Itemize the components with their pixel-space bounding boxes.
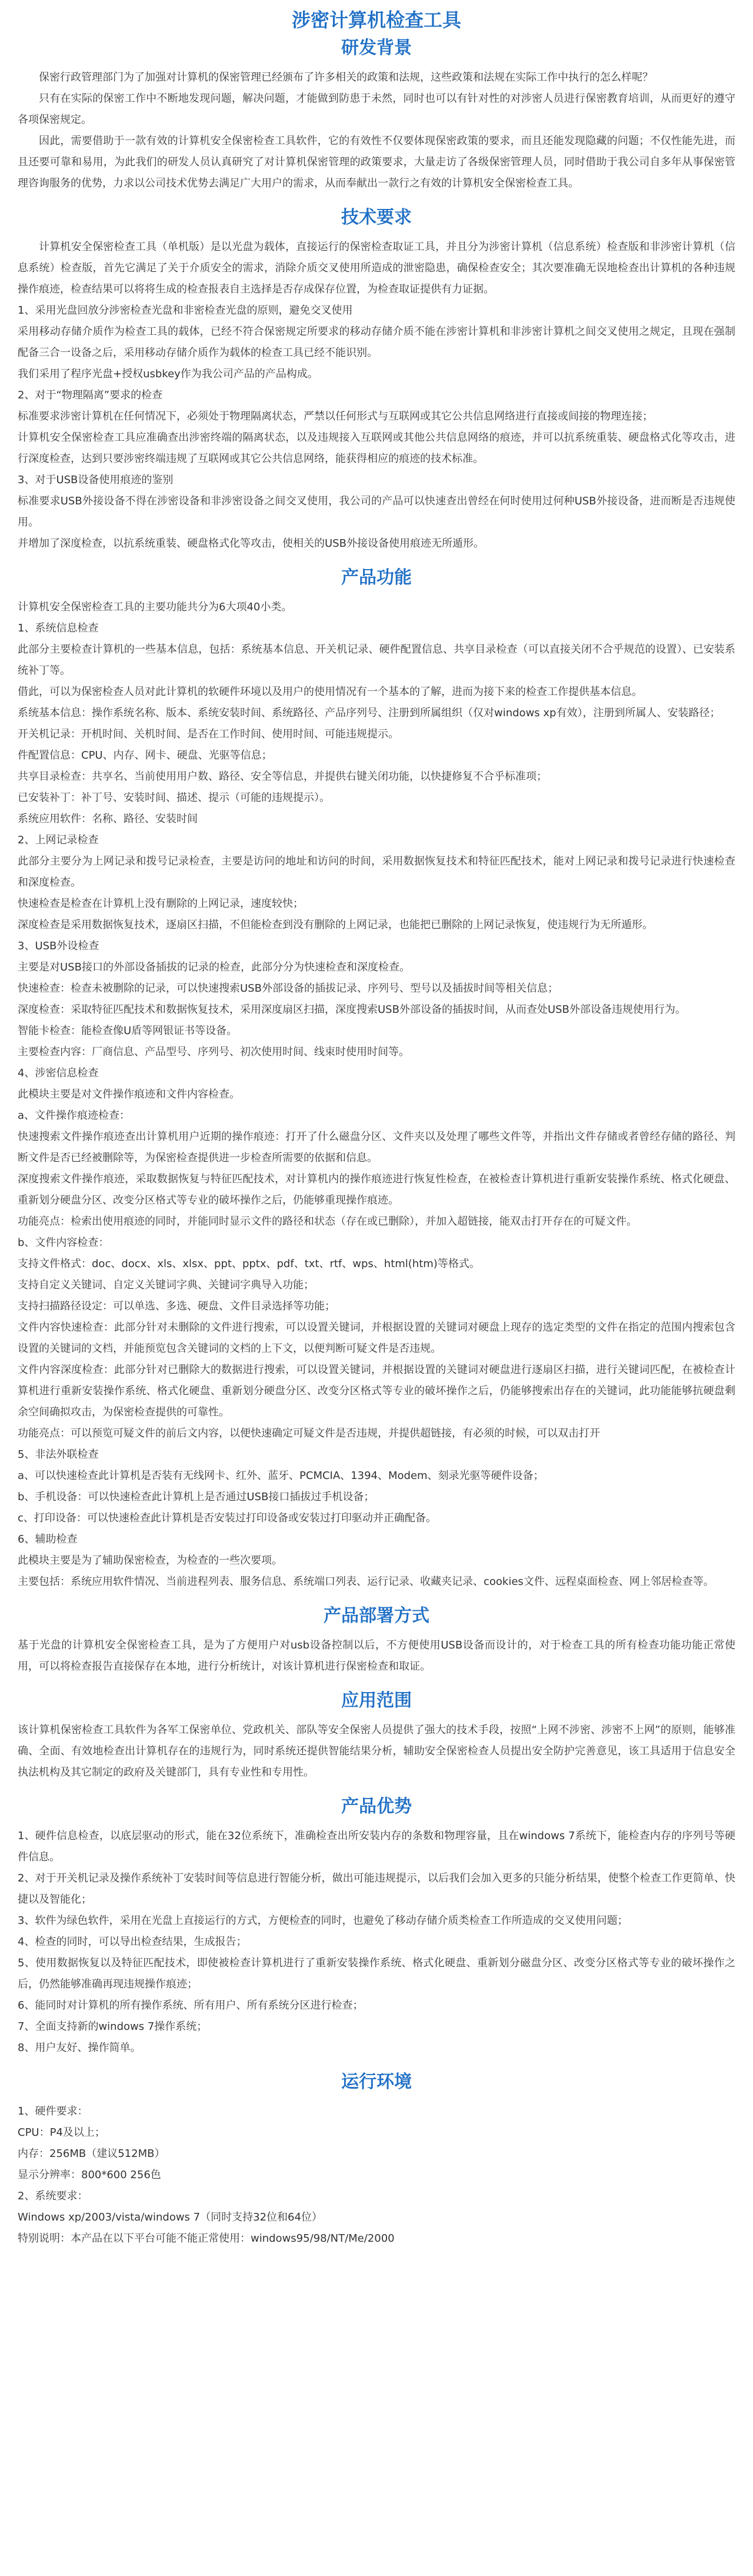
paragraph: 标准要求USB外接设备不得在涉密设备和非涉密设备之间交叉使用，我公司的产品可以快速查出曾经在何时使用过何种USB外接设备，进而断是否违规使用。: [18, 495, 735, 529]
paragraph: 内存：256MB（建议512MB）: [18, 2148, 165, 2160]
paragraph: 3、软件为绿色软件，采用在光盘上直接运行的方式，方便检查的同时，也避免了移动存储介质类检查工作所造成的交叉使用问题；: [18, 1914, 628, 1927]
section-title-deploy: 产品部署方式: [324, 1606, 429, 1626]
paragraph: 我们采用了程序光盘+授权usbkey作为我公司产品的产品构成。: [18, 368, 318, 380]
paragraph: 主要检查内容：厂商信息、产品型号、序列号、初次使用时间、线束时使用时间等。: [18, 1046, 409, 1058]
paragraph: 4、检查的同时，可以导出检查结果，生成报告；: [18, 1936, 247, 1948]
section-scope: [18, 1720, 735, 1783]
paragraph: b、手机设备：可以快速检查此计算机上是否通过USB接口插拔过手机设备；: [18, 1491, 375, 1503]
paragraph: 功能亮点：检索出使用痕迹的同时，并能同时显示文件的路径和状态（存在或已删除），并加入超链接，能双击打开存在的可疑文件。: [18, 1215, 637, 1228]
paragraph: 3、对于USB设备使用痕迹的鉴别: [18, 474, 174, 486]
paragraph: 采用移动存储介质作为检查工具的载体，已经不符合保密规定所要求的移动存储介质不能在涉密计算机和非涉密计算机之间交叉使用之规定，且现在强制配备三合一设备之后，采用移动存储介质作为载体的检查工具已经不能识别。: [18, 325, 735, 359]
paragraph: 标准要求涉密计算机在任何情况下，必须处于物理隔离状态，严禁以任何形式与互联网或其它公共信息网络进行直接或间接的物理连接；: [18, 410, 653, 423]
paragraph: 件配置信息：CPU、内存、网卡、硬盘、光驱等信息；: [18, 749, 272, 762]
section-title-env: 运行环境: [341, 2072, 412, 2092]
paragraph: 该计算机保密检查工具软件为各军工保密单位、党政机关、部队等安全保密人员提供了强大的技术手段，按照“上网不涉密、涉密不上网”的原则，能够准确、全面、有效地检查出计算机存在的违规行为，同时系统还提供智能结果分析，辅助安全保密检查人员提出安全防护完善意见，该工具适用于信息安全执法机构及其它制定的政府及关键部门，具有专业性和专用性。: [18, 1724, 735, 1779]
paragraph: 此模块主要是为了辅助保密检查，为检查的一些次要项。: [18, 1554, 282, 1567]
paragraph: 并增加了深度检查，以抗系统重装、硬盘格式化等攻击，使相关的USB外接设备使用痕迹无所遁形。: [18, 537, 484, 550]
paragraph: 1、系统信息检查: [18, 622, 99, 634]
paragraph: 开关机记录：开机时间、关机时间、是否在工作时间、使用时间、可能违规提示。: [18, 728, 399, 740]
paragraph: 2、对于“物理隔离”要求的检查: [18, 389, 163, 401]
paragraph: 5、使用数据恢复以及特征匹配技术，即使被检查计算机进行了重新安装操作系统、格式化硬盘、重新划分磁盘分区、改变分区格式等专业的破坏操作之后，仍然能够准确再现违规操作痕迹；: [18, 1957, 735, 1990]
paragraph: 此部分主要分为上网记录和拨号记录检查，主要是访问的地址和访问的时间，采用数据恢复技术和特征匹配技术，能对上网记录和拨号记录进行快速检查和深度检查。: [18, 855, 735, 889]
paragraph: 2、对于开关机记录及操作系统补丁安装时间等信息进行智能分析，做出可能违规提示，以后我们会加入更多的只能分析结果，使整个检查工作更简单、快捷以及智能化；: [18, 1872, 735, 1906]
paragraph: 快速搜索文件操作痕迹查出计算机用户近期的操作痕迹：打开了什么磁盘分区、文件夹以及处理了哪些文件等，并指出文件存储或者曾经存储的路径、判断文件是否已经被删除等，为保密检查提供进一步检查所需要的依据和信息。: [18, 1131, 735, 1164]
section-background: [18, 67, 735, 194]
page-title: 涉密计算机检查工具: [291, 9, 461, 31]
paragraph: 3、USB外设检查: [18, 940, 99, 952]
paragraph: 文件内容快速检查：此部分针对未删除的文件进行搜索，可以设置关键词，并根据设置的关键词对硬盘上现存的选定类型的文件在指定的范围内搜索包含设置的关键词的文档，并能预览包含关键词的文档的上下文，以便判断可疑文件是否违规。: [18, 1321, 735, 1355]
paragraph: 基于光盘的计算机安全保密检查工具，是为了方便用户对usb设备控制以后，不方便使用USB设备而设计的，对于检查工具的所有检查功能功能正常使用，可以将检查报告直接保存在本地，进行分析统计，对该计算机进行保密检查和取证。: [18, 1639, 735, 1673]
document-body: [18, 35, 735, 2249]
paragraph: 此模块主要是对文件操作痕迹和文件内容检查。: [18, 1088, 240, 1101]
section-title-background: 研发背景: [341, 38, 412, 58]
paragraph: 1、硬件要求：: [18, 2105, 88, 2118]
paragraph: 2、系统要求：: [18, 2190, 88, 2202]
paragraph: 5、非法外联检查: [18, 1448, 99, 1461]
section-env: [18, 2101, 735, 2249]
section-title-features: 产品功能: [341, 567, 412, 588]
paragraph: 支持自定义关键词、自定义关键词字典、关键词字典导入功能；: [18, 1279, 314, 1291]
paragraph: Windows xp/2003/vista/windows 7（同时支持32位和64位）: [18, 2211, 322, 2223]
section-title-advantages: 产品优势: [341, 1796, 412, 1817]
paragraph: b、文件内容检查：: [18, 1237, 109, 1249]
paragraph: c、打印设备：可以快速检查此计算机是否安装过打印设备或安装过打印驱动并正确配备。: [18, 1512, 437, 1524]
paragraph: 文件内容深度检查：此部分针对已删除大的数据进行搜索，可以设置关键词，并根据设置的关键词对硬盘进行逐扇区扫描，进行关键词匹配，在被检查计算机进行重新安装操作系统、格式化硬盘、重新划分硬盘分区、改变分区格式等专业的破坏操作之后，仍能够搜索出存在的关键词，此功能能够抗硬盘剩余空间确拟攻击，为保密检查提供的可靠性。: [18, 1364, 735, 1418]
section-deploy: [18, 1635, 735, 1677]
paragraph: 因此，需要借助于一款有效的计算机安全保密检查工具软件，它的有效性不仅要体现保密政策的要求，而且还能发现隐藏的问题；不仅性能先进，而且还要可靠和易用，为此我们的研发人员认真研究了对计算机保密管理的政策要求，大量走访了各级保密管理人员，同时借助于我公司自多年从事保密管理咨询服务的优势，力求以公司技术优势去满足广大用户的需求，从而奉献出一款行之有效的计算机安全保密检查工具。: [18, 135, 735, 190]
paragraph: 只有在实际的保密工作中不断地发现问题，解决问题，才能做到防患于未然，同时也可以有针对性的对涉密人员进行保密教育培训，从而更好的遵守各项保密规定。: [18, 92, 735, 126]
paragraph: 系统基本信息：操作系统名称、版本、系统安装时间、系统路径、产品序列号、注册到所属组织（仅对windows xp有效），注册到所属人、安装路径；: [18, 707, 721, 719]
paragraph: 智能卡检查：能检查像U盾等网银证书等设备。: [18, 1025, 238, 1037]
paragraph: 计算机安全保密检查工具应准确查出涉密终端的隔离状态，以及违规接入互联网或其他公共信息网络的痕迹，并可以抗系统重装、硬盘格式化等攻击，进行深度检查，达到只要涉密终端违规了互联网或其它公共信息网络，能获得相应的痕迹的技术标准。: [18, 431, 735, 465]
paragraph: 计算机安全保密检查工具（单机版）是以光盘为载体，直接运行的保密检查取证工具，并且分为涉密计算机（信息系统）检查版和非涉密计算机（信息系统）检查版，首先它满足了关于介质安全的需求，消除介质交叉使用所造成的泄密隐患，确保检查安全；其次要准确无误地检查出计算机的各种违规操作痕迹，检查结果可以将将生成的检查报表自主选择是否存成保存位置，为检查取证提供有力证据。: [18, 241, 735, 295]
document-page: [0, 7, 753, 2249]
paragraph: 1、采用光盘回放分涉密检查光盘和非密检查光盘的原则，避免交叉使用: [18, 304, 353, 317]
paragraph: 1、硬件信息检查，以底层驱动的形式，能在32位系统下，准确检查出所安装内存的条数和物理容量，且在windows 7系统下，能检查内存的序列号等硬件信息。: [18, 1830, 735, 1863]
paragraph: 功能亮点：可以预览可疑文件的前后文内容，以便快速确定可疑文件是否违规，并提供超链接，有必须的时候，可以双击打开: [18, 1427, 600, 1440]
paragraph: 2、上网记录检查: [18, 834, 99, 846]
paragraph: 4、涉密信息检查: [18, 1067, 99, 1079]
paragraph: 深度检查是采用数据恢复技术，逐扇区扫描，不但能检查到没有删除的上网记录，也能把已删除的上网记录恢复，使违规行为无所遁形。: [18, 919, 653, 931]
paragraph: 支持文件格式：doc、docx、xls、xlsx、ppt、pptx、pdf、txt、rtf、wps、html(htm)等格式。: [18, 1258, 480, 1270]
paragraph: 8、用户友好、操作简单。: [18, 2042, 141, 2054]
paragraph: 已安装补丁：补丁号、安装时间、描述、提示（可能的违规提示）。: [18, 792, 330, 804]
paragraph: 快速检查：检查未被删除的记录，可以快速搜索USB外部设备的插拔记录、序列号、型号以及插拔时间等相关信息；: [18, 982, 558, 995]
section-advantages: [18, 1826, 735, 2059]
section-features: [18, 597, 735, 1593]
paragraph: 系统应用软件：名称、路径、安装时间: [18, 813, 198, 825]
paragraph: a、可以快速检查此计算机是否装有无线网卡、红外、蓝牙、PCMCIA、1394、Modem、刻录光驱等硬件设备；: [18, 1470, 544, 1482]
paragraph: 深度检查：采取特征匹配技术和数据恢复技术，采用深度扇区扫描，深度搜索USB外部设备的插拔时间，从而查处USB外部设备违规使用行为。: [18, 1003, 686, 1016]
section-title-tech: 技术要求: [341, 207, 412, 228]
paragraph: 显示分辨率：800*600 256色: [18, 2169, 161, 2181]
paragraph: 共享目录检查：共享名、当前使用用户数、路径、安全等信息，并提供右键关闭功能，以快捷修复不合乎标准项；: [18, 770, 547, 783]
paragraph: CPU：P4及以上；: [18, 2126, 105, 2139]
paragraph: 主要包括：系统应用软件情况、当前进程列表、服务信息、系统端口列表、运行记录、收藏夹记录、cookies文件、远程桌面检查、网上邻居检查等。: [18, 1575, 714, 1588]
paragraph: 主要是对USB接口的外部设备插拔的记录的检查，此部分分为快速检查和深度检查。: [18, 961, 410, 973]
paragraph: a、文件操作痕迹检查：: [18, 1109, 131, 1122]
paragraph: 保密行政管理部门为了加强对计算机的保密管理已经颁布了许多相关的政策和法规，这些政策和法规在实际工作中执行的怎么样呢？: [39, 71, 653, 84]
paragraph: 计算机安全保密检查工具的主要功能共分为6大项40小类。: [18, 601, 292, 613]
paragraph: 特别说明：本产品在以下平台可能不能正常使用：windows95/98/NT/Me/2000: [18, 2232, 395, 2245]
paragraph: 快速检查是检查在计算机上没有删除的上网记录，速度较快；: [18, 898, 304, 910]
paragraph: 此部分主要检查计算机的一些基本信息，包括：系统基本信息、开关机记录、硬件配置信息、共享目录检查（可以直接关闭不合乎规范的设置）、已安装系统补丁等。: [18, 643, 735, 677]
paragraph: 6、能同时对计算机的所有操作系统、所有用户、所有系统分区进行检查；: [18, 1999, 364, 2012]
section-tech: [18, 237, 735, 554]
paragraph: 6、辅助检查: [18, 1533, 78, 1545]
paragraph: 支持扫描路径设定：可以单选、多选、硬盘、文件目录选择等功能；: [18, 1300, 335, 1312]
paragraph: 借此，可以为保密检查人员对此计算机的软硬件环境以及用户的使用情况有一个基本的了解，进而为接下来的检查工作提供基本信息。: [18, 686, 642, 698]
paragraph: 深度搜索文件操作痕迹，采取数据恢复与特征匹配技术，对计算机内的操作痕迹进行恢复性检查，在被检查计算机进行重新安装操作系统、格式化硬盘、重新划分硬盘分区、改变分区格式等专业的破坏操作之后，仍能够重现操作痕迹。: [18, 1173, 735, 1206]
section-title-scope: 应用范围: [341, 1690, 412, 1711]
paragraph: 7、全面支持新的windows 7操作系统；: [18, 2020, 208, 2033]
